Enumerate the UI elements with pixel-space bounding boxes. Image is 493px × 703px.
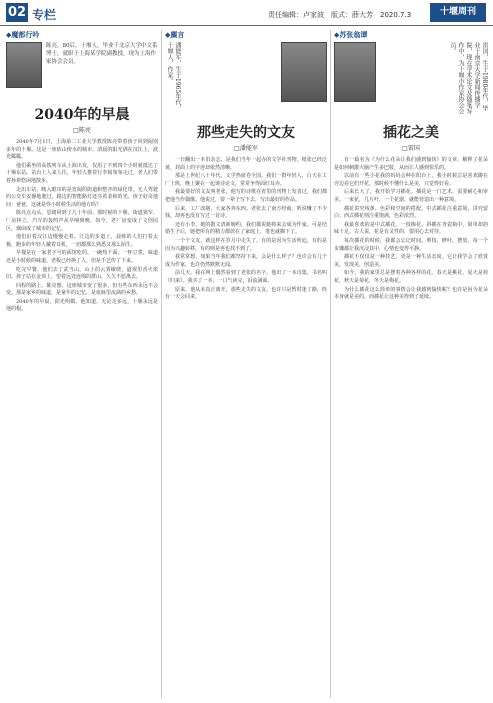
author-photo: [6, 42, 42, 88]
page-number: 02: [7, 5, 27, 20]
paragraph: 后来，工厂改制，大家各奔东西。老张去了南方经商，听说赚了不少钱，却再也没有写过一首诗。: [165, 205, 327, 220]
article-column-2: [165, 30, 327, 700]
author-photo: [334, 42, 376, 102]
paragraph: 他们沿着汉江边慢慢走着。江边的步道上，晨练的人们打着太极，跑步的年轻人戴着耳机，一切都那么熟悉又那么陌生。: [6, 234, 158, 248]
paragraph: 为什么插花这么简单的事情会让我感到愉快呢？也许是因为花朵本身就是美的，而插花让这种美得到了延续。: [334, 286, 488, 301]
paragraph: 插花不仅仅是一种技艺，更是一种生活态度。它让我学会了欣赏美，发现美，创造美。: [334, 254, 488, 268]
paragraph: 有一篇名为《为什么花朵让我们感到愉快》的文章，解释了花朵是如何刺激大脑产生多巴胺，从而让人感到快乐的。: [334, 157, 488, 171]
column-divider: [161, 30, 162, 698]
paragraph: 吃完早餐，他们去了武当山。山上的云雾缭绕，道观里香火依旧。孩子站在金顶上，望着远处连绵的群山，久久不愿离去。: [6, 266, 158, 281]
article-title: 插花之美: [383, 125, 439, 141]
author-photo: [281, 42, 327, 102]
paragraph: 陈亮点点头，思绪回到了几十年前。那时候的十堰，街道狭窄，厂房林立，汽车的轰鸣声从早响到晚。如今，老厂房变成了文创园区，烟囱成了城市的记忆。: [6, 210, 158, 232]
paragraph: 每次插花的时候，我都会忘记时间。剪枝、修叶、摆放，每一个步骤都让我沉浸其中，心情也变得平静。: [334, 237, 488, 252]
paragraph: 后来长大了，我开始学习插花。插花是一门艺术，需要耐心和审美。一束花，几片叶，一个花器，就能营造出一种意境。: [334, 189, 488, 203]
article-column-3: [334, 30, 488, 700]
paragraph: 插花讲究线条、色彩和空间的搭配。中式插花注重意境，讲究留白；西式插花则注重饱满，色彩浓烈。: [334, 205, 488, 220]
paragraph: 他们乘坐的高铁列车从上海出发，仅用了不到四个小时就抵达了十堰东站。站台上人来人往，年轻人推着行李箱匆匆走过，老人们带着孙辈悠闲地散步。: [6, 162, 158, 184]
article-title: 那些走失的文友: [197, 125, 295, 141]
article-body: [6, 139, 158, 314]
paragraph: 那是上世纪八十年代，文学热席卷全国。我们一群年轻人，白天在工厂上班，晚上聚在一起谈诗论文，常常争得面红耳赤。: [165, 173, 327, 187]
paragraph: 我常常想，如果当年我们都坚持下来，会是什么样子？也许会有几个成为作家，也许仍然默默无闻。: [165, 254, 327, 268]
bio-text: 陈亮，80后，十堰人，毕业于北京大学中文系博士，就职于上海某学院副教授，现为上海作家协会会员。: [46, 43, 158, 65]
column-label: ◆麋言: [165, 31, 185, 39]
paragraph: 回程的路上，陈亮想，这座城市变了很多，但有些东西永远不会变。那是家乡的味道，是童年的记忆，是血脉里流淌的乡愁。: [6, 282, 158, 297]
paragraph: 原来，他从未真正离开。那些走失的文友，也许只是暂时迷了路，终有一天会回来。: [165, 286, 327, 301]
article-byline: □陈亮: [73, 127, 91, 134]
paragraph: 走出车站，映入眼帘的是宽阔的街道和整齐的绿化带。无人驾驶的公交车安静地驶过，路边的智能路灯还亮着柔和的光。孩子好奇地问：爸爸，这就是你小时候生活的地方吗？: [6, 186, 158, 208]
publication-brand: 十堰周刊: [430, 3, 486, 22]
author-bio: [334, 42, 488, 116]
paragraph: 2040年的早晨，阳光明媚。他知道，无论走多远，十堰永远是他的根。: [6, 298, 158, 313]
paragraph: 以前有一些小花我的妈妈会种在阳台上，我小时候总是喜欢蹲在旁边看它们开花。那时候不懂什么是美，只觉得好看。: [334, 173, 488, 187]
article-title: 2040年的早晨: [34, 107, 130, 123]
paragraph: 我最喜欢的是中式插花。一枝梅花，斜插在青瓷瓶中，简单却韵味十足。古人说，花是有灵性的，要用心去对待。: [334, 221, 488, 236]
issue-meta: 责任编辑：卢家波 版式：薛大芳 2020.7.3: [268, 11, 412, 19]
paragraph: 如今，我的家里总是摆着各种各样的花。春天是桃花，夏天是荷花，秋天是菊花，冬天是梅花。: [334, 270, 488, 284]
section-title: 专栏: [32, 8, 57, 22]
author-bio: [6, 42, 158, 98]
paragraph: 2040年7月1日，上海第二工业大学教授陈亮带着孩子回到阔别多年的十堰。这是一座依山傍水的城市，清晨的阳光洒在汉江上，波光粼粼。: [6, 139, 158, 161]
bio-text: 雷国，生于1980年代，毕业于南京大学新闻传播学院，现在学术论文及随笔写作中，为十堰市作家协会会员。: [449, 42, 488, 114]
bio-text: 潘能军，生于1965年代，十堰人，作家。: [166, 42, 181, 112]
page-header: [0, 0, 493, 26]
paragraph: 一日翻出一本旧杂志，是我们当年一起办的文学社刊物。纸张已经泛黄，封面上的字迹却依然清晰。: [165, 157, 327, 171]
column-label: ◆苏张翁谭: [334, 31, 368, 39]
article-byline: □雷国: [402, 145, 420, 152]
paragraph: 早餐是在一家老字号的面馆吃的。一碗热干面，一杯豆浆，味道还是小时候的味道。老板已经换了人，但是手艺传了下来。: [6, 250, 158, 264]
paragraph: 我最要好的文友叫老张，他写的诗歌在省里的刊物上发表过，我们都把他当作偶像。他说过，要一辈子写下去，写出最好的作品。: [165, 189, 327, 203]
column-label: ◆魔都行吟: [6, 31, 40, 39]
author-bio: [165, 42, 327, 116]
article-column-1: [6, 30, 158, 700]
article-body: [334, 157, 488, 302]
paragraph: 还有小李，她的散文清新婉约，我们都说她将来会成为作家。可是结婚生子后，她把所有的精力都放在了家庭上，笔也就搁下了。: [165, 221, 327, 236]
paragraph: 前几天，我在网上偶然看到了老张的名字。他出了一本诗集，书名叫《归来》。我买了一本，一口气读完，泪流满面。: [165, 270, 327, 284]
article-body: [165, 157, 327, 302]
paragraph: 一个个文友，就这样在岁月中走失了。有的是因为生活所迫，有的是因为兴趣转移，有的则是再也找不到了。: [165, 237, 327, 252]
column-divider: [330, 30, 331, 698]
article-byline: □潘能军: [234, 145, 258, 152]
